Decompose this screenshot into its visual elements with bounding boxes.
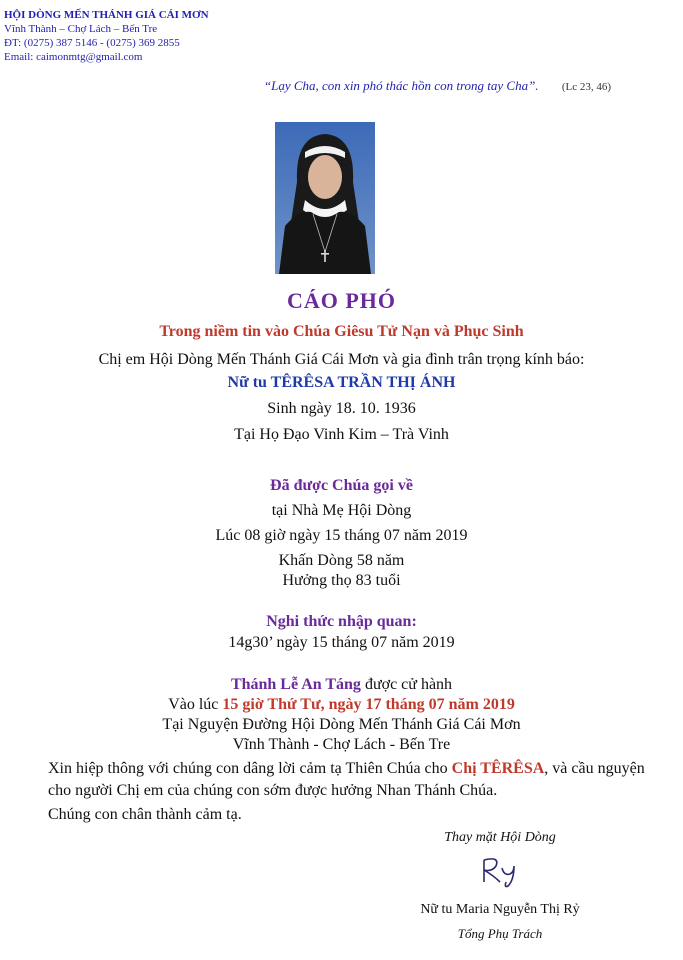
funeral-heading: Thánh Lễ An Táng	[230, 676, 361, 693]
birth-date: Sinh ngày 18. 10. 1936	[267, 400, 416, 417]
org-phone: ĐT: (0275) 387 5146 - (0275) 369 2855	[4, 37, 180, 49]
on-behalf-line: Thay mặt Hội Dòng	[444, 830, 556, 845]
quote-reference: (Lc 23, 46)	[561, 81, 611, 93]
org-email: Email: caimonmtg@gmail.com	[4, 51, 143, 63]
thanks-line: Chúng con chân thành cảm tạ.	[48, 806, 242, 823]
birth-place: Tại Họ Đạo Vinh Kim – Trà Vinh	[234, 426, 449, 443]
called-heading: Đã được Chúa gọi về	[270, 477, 413, 494]
funeral-heading-suffix: được cử hành	[360, 676, 453, 693]
signer-role: Tổng Phụ Trách	[457, 926, 543, 941]
org-address: Vĩnh Thành – Chợ Lách – Bến Tre	[4, 23, 158, 35]
scripture-quote	[264, 78, 611, 94]
obituary-subtitle: Trong niềm tin vào Chúa Giêsu Tử Nạn và Phục Sinh	[159, 323, 524, 340]
prayer-part2: , và cầu nguyện cho người Chị em của chúng con sớm được hưởng Nhan Thánh Chúa.	[48, 760, 645, 799]
called-time: Lúc 08 giờ ngày 15 tháng 07 năm 2019	[215, 527, 468, 544]
announcement-line: Chị em Hội Dòng Mến Thánh Giá Cái Mơn và gia đình trân trọng kính báo:	[98, 351, 585, 368]
age-line: Hưởng thọ 83 tuổi	[282, 572, 401, 589]
letterhead	[4, 8, 209, 64]
portrait-photo	[275, 122, 375, 274]
funeral-heading-line	[0, 676, 683, 694]
funeral-time: 15 giờ Thứ Tư, ngày 17 tháng 07 năm 2019	[222, 696, 515, 713]
funeral-time-line	[0, 696, 683, 714]
signature-mark-icon	[470, 850, 530, 890]
deceased-name: Nữ tu TÊRÊSA TRẦN THỊ ÁNH	[227, 374, 456, 391]
funeral-place: Tại Nguyện Đường Hội Dòng Mến Thánh Giá Cái Mơn	[162, 716, 521, 733]
encoffin-heading: Nghi thức nhập quan:	[266, 613, 417, 630]
encoffin-time: 14g30’ ngày 15 tháng 07 năm 2019	[228, 634, 455, 651]
prayer-paragraph	[48, 758, 658, 802]
obituary-title: CÁO PHÓ	[286, 288, 397, 313]
prayer-part1: Xin hiệp thông với chúng con dâng lời cảm tạ Thiên Chúa cho	[48, 760, 452, 777]
prayer-name: Chị TÊRÊSA	[451, 760, 545, 777]
signer-name: Nữ tu Maria Nguyễn Thị Rỷ	[420, 902, 580, 917]
org-name: HỘI DÒNG MẾN THÁNH GIÁ CÁI MƠN	[4, 9, 209, 21]
funeral-location: Vĩnh Thành - Chợ Lách - Bến Tre	[232, 736, 451, 753]
signature-mark-box	[390, 850, 610, 890]
quote-text: “Lạy Cha, con xin phó thác hồn con trong tay Cha”.	[263, 78, 539, 93]
vows-years: Khấn Dòng 58 năm	[278, 552, 405, 569]
called-place: tại Nhà Mẹ Hội Dòng	[271, 502, 412, 519]
funeral-time-prefix: Vào lúc	[168, 696, 223, 713]
